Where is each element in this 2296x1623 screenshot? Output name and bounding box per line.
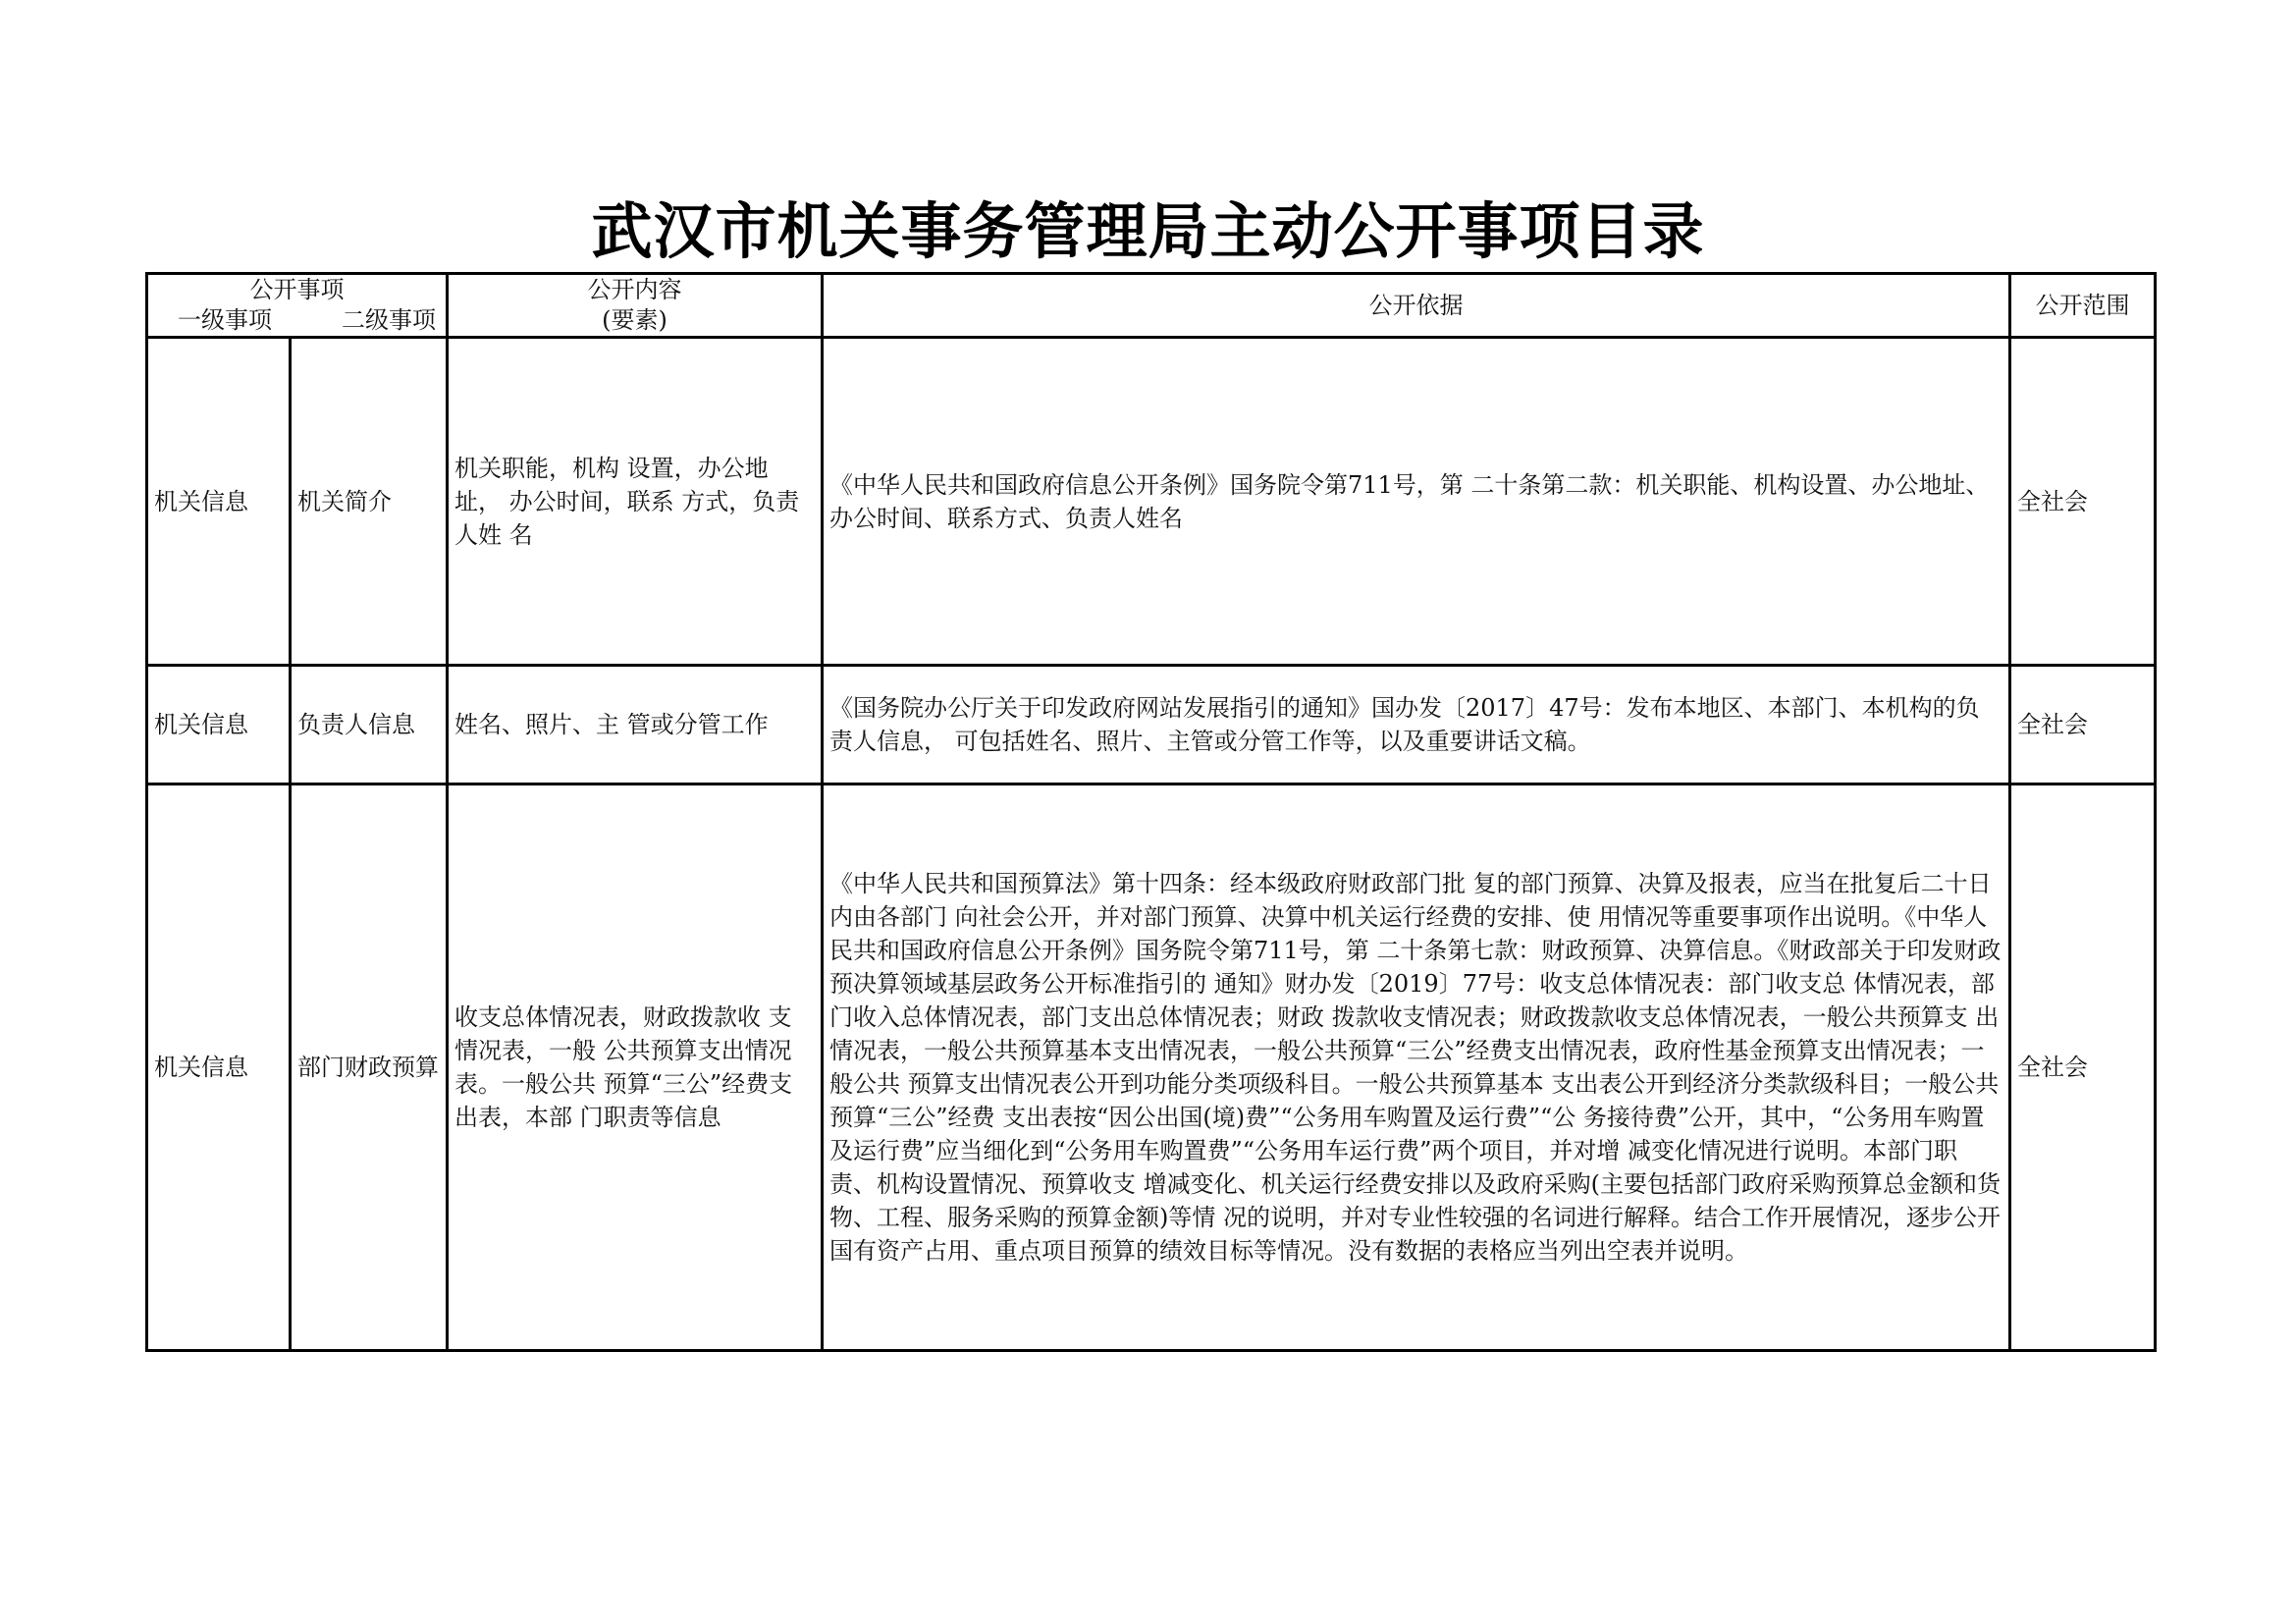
cell-basis: 《中华人民共和国预算法》第十四条：经本级政府财政部门批 复的部门预算、决算及报表，应当在批复后二十日内由各部门 向社会公开，并对部门预算、决算中机关运行经费的安排、使 用情况等重要事项作出说明。《中华人民共和国政府信息公开条例》国务院令第711号，第 二十条第七款：财政预算、决算信息。《财政部关于印发财政预决算领域基层政务公开标准指引的 通知》财办发〔2019〕77号：收支总体情况表：部门收支总 体情况表，部门收入总体情况表，部门支出总体情况表；财政 拨款收支情况表；财政拨款收支总体情况表，一般公共预算支 出情况表，一般公共预算基本支出情况表，一般公共预算“三公”经费支出情况表，政府性基金预算支出情况表；一般公共 预算支出情况表公开到功能分类项级科目。一般公共预算基本 支出表公开到经济分类款级科目；一般公共预算“三公”经费 支出表按“因公出国(境)费”“公务用车购置及运行费”“公 务接待费”公开，其中，“公务用车购置及运行费”应当细化到“公务用车购置费”“公务用车运行费”两个项目，并对增 减变化情况进行说明。本部门职责、机构设置情况、预算收支 增减变化、机关运行经费安排以及政府采购(主要包括部门政府采购预算总金额和货物、工程、服务采购的预算金额)等情 况的说明，并对专业性较强的名词进行解释。结合工作开展情况，逐步公开国有资产占用、重点项目预算的绩效目标等情况。没有数据的表格应当列出空表并说明。	[823, 784, 2010, 1351]
cell-level1: 机关信息	[147, 784, 291, 1351]
table-header-row	[147, 274, 2156, 338]
cell-scope: 全社会	[2010, 784, 2156, 1351]
cell-level2: 负责人信息	[291, 666, 448, 784]
cell-level1: 机关信息	[147, 666, 291, 784]
table-row	[147, 666, 2156, 784]
table-row	[147, 338, 2156, 666]
header-level2: 二级事项	[342, 306, 436, 334]
table-row	[147, 784, 2156, 1351]
cell-basis: 《中华人民共和国政府信息公开条例》国务院令第711号，第 二十条第二款：机关职能、机构设置、办公地址、办公时间、联系方式、负责人姓名	[823, 338, 2010, 666]
cell-scope: 全社会	[2010, 338, 2156, 666]
header-item-group-label: 公开事项	[249, 276, 345, 303]
header-content-label: 公开内容	[587, 276, 682, 303]
header-scope: 公开范围	[2010, 274, 2156, 338]
cell-scope: 全社会	[2010, 666, 2156, 784]
header-content-sublabel: (要素)	[602, 306, 667, 334]
header-item-group	[147, 274, 448, 338]
header-basis: 公开依据	[823, 274, 2010, 338]
header-content	[448, 274, 823, 338]
cell-content: 姓名、照片、主 管或分管工作	[448, 666, 823, 784]
header-level1: 一级事项	[178, 306, 272, 334]
cell-level2: 部门财政预算	[291, 784, 448, 1351]
cell-level2: 机关简介	[291, 338, 448, 666]
cell-content: 收支总体情况表，财政拨款收 支情况表，一般 公共预算支出情况表。一般公共 预算“三公”经费支出表，本部 门职责等信息	[448, 784, 823, 1351]
page-title: 武汉市机关事务管理局主动公开事项目录	[591, 195, 1705, 267]
cell-basis: 《国务院办公厅关于印发政府网站发展指引的通知》国办发〔2017〕47号：发布本地区、本部门、本机构的负责人信息， 可包括姓名、照片、主管或分管工作等，以及重要讲话文稿。	[823, 666, 2010, 784]
cell-level1: 机关信息	[147, 338, 291, 666]
cell-content: 机关职能，机构 设置，办公地址， 办公时间，联系 方式，负责人姓 名	[448, 338, 823, 666]
disclosure-catalog-table	[145, 272, 2157, 1352]
